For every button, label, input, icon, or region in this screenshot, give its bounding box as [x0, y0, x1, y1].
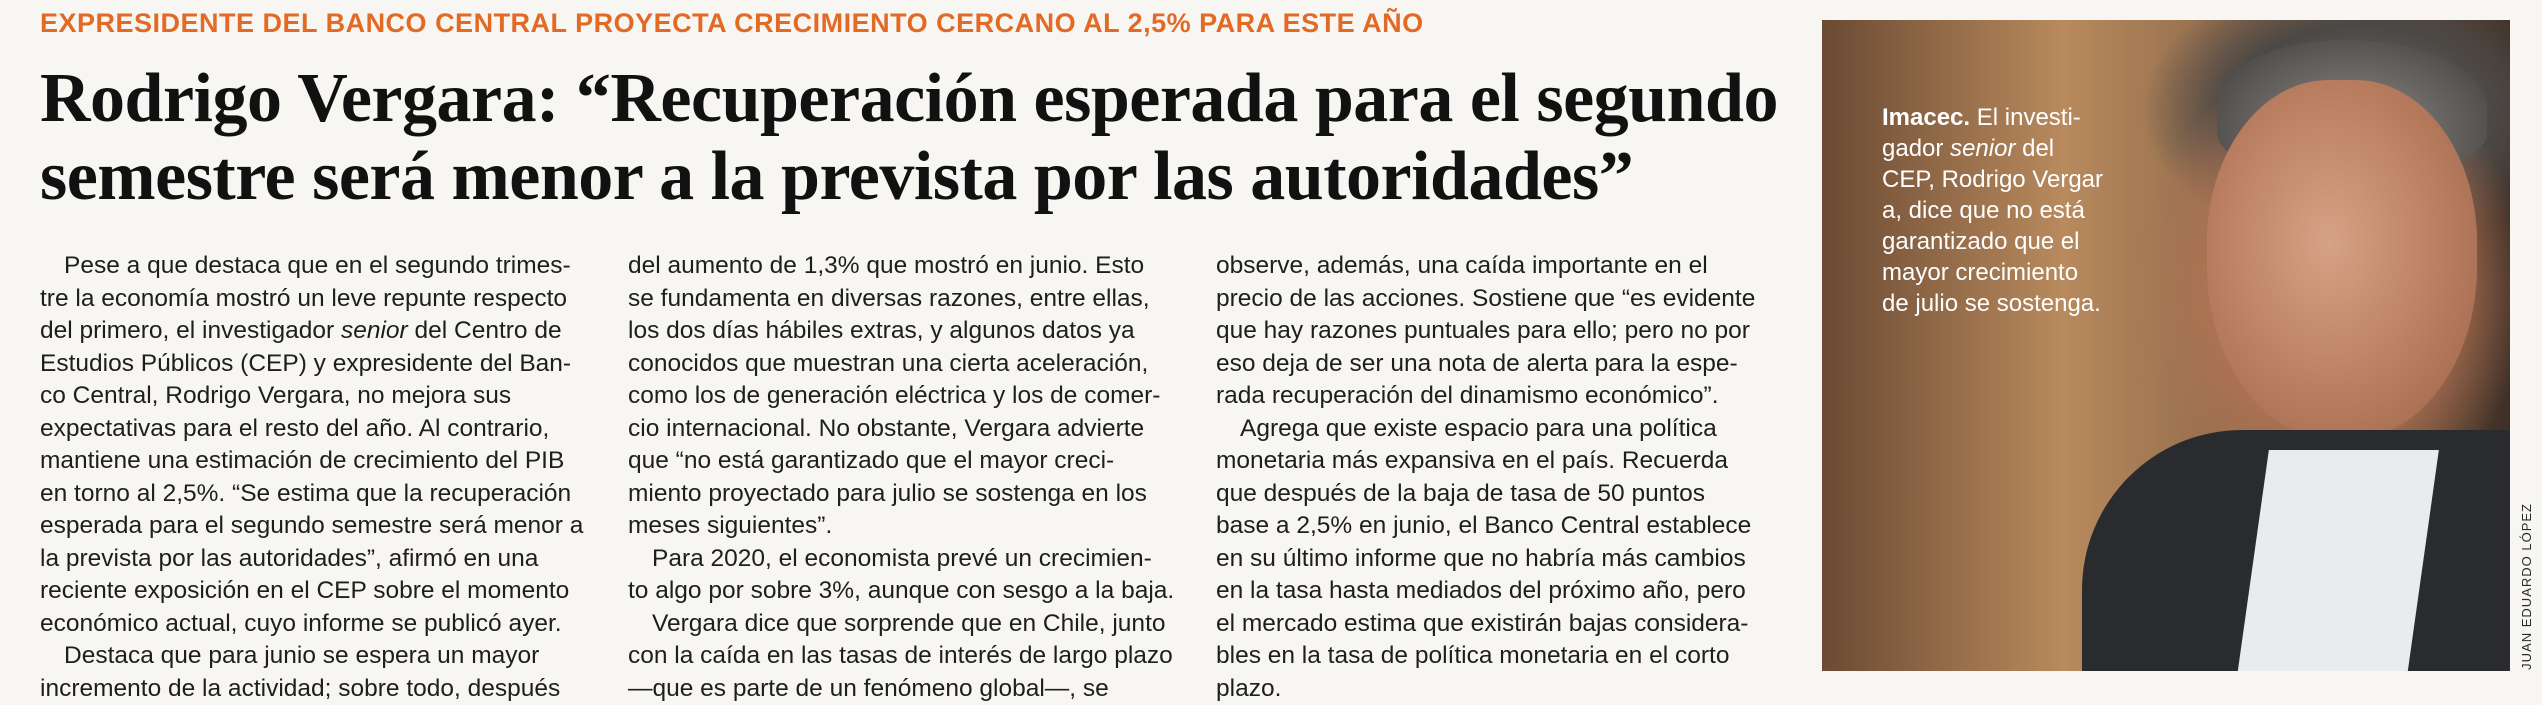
- body-line: reciente exposición en el CEP sobre el momento: [40, 575, 585, 608]
- body-line: se fundamenta en diversas razones, entre ellas,: [628, 283, 1173, 316]
- headline-line-1: Rodrigo Vergara: “Recuperación esperada para el segundo: [40, 60, 1820, 138]
- headline-line-2: semestre será menor a la prevista por las autoridades”: [40, 138, 1820, 216]
- body-line: Destaca que para junio se espera un mayor: [40, 640, 585, 673]
- body-line: rada recuperación del dinamismo económico”.: [1216, 380, 1761, 413]
- caption-line: [1882, 133, 2142, 164]
- body-line: Vergara dice que sorprende que en Chile, junto: [628, 608, 1173, 641]
- portrait-photo: [1822, 20, 2510, 671]
- body-line: precio de las acciones. Sostiene que “es evidente: [1216, 283, 1761, 316]
- body-line: esperada para el segundo semestre será menor a: [40, 510, 585, 543]
- body-text: del primero, el investigador: [40, 317, 334, 344]
- body-line: en torno al 2,5%. “Se estima que la recuperación: [40, 478, 585, 511]
- body-line: expectativas para el resto del año. Al contrario,: [40, 413, 585, 446]
- caption-line: a, dice que no está: [1882, 195, 2142, 226]
- article-kicker: EXPRESIDENTE DEL BANCO CENTRAL PROYECTA CRECIMIENTO CERCANO AL 2,5% PARA ESTE AÑO: [40, 8, 1424, 39]
- body-line: co Central, Rodrigo Vergara, no mejora sus: [40, 380, 585, 413]
- body-line: eso deja de ser una nota de alerta para la espe-: [1216, 348, 1761, 381]
- body-line: Agrega que existe espacio para una política: [1216, 413, 1761, 446]
- body-line: con la caída en las tasas de interés de largo plazo: [628, 640, 1173, 673]
- caption-text: del: [2022, 135, 2054, 162]
- caption-line: CEP, Rodrigo Vergar: [1882, 164, 2142, 195]
- body-italic: senior: [341, 317, 408, 344]
- body-line: base a 2,5% en junio, el Banco Central establece: [1216, 510, 1761, 543]
- article-headline: [40, 60, 1820, 216]
- body-line: los dos días hábiles extras, y algunos datos ya: [628, 315, 1173, 348]
- body-line: el mercado estima que existirán bajas considera-: [1216, 608, 1761, 641]
- body-line: en su último informe que no habría más cambios: [1216, 543, 1761, 576]
- caption-line: de julio se sostenga.: [1882, 288, 2142, 319]
- body-line: Pese a que destaca que en el segundo trimes-: [40, 250, 585, 283]
- caption-lead: Imacec.: [1882, 104, 1970, 131]
- body-line: del aumento de 1,3% que mostró en junio. Esto: [628, 250, 1173, 283]
- body-line: observe, además, una caída importante en el: [1216, 250, 1761, 283]
- body-line: la prevista por las autoridades”, afirmó en una: [40, 543, 585, 576]
- photo-face: [2207, 80, 2477, 440]
- caption-line: mayor crecimiento: [1882, 257, 2142, 288]
- body-column-1: [40, 250, 585, 705]
- body-line: bles en la tasa de política monetaria en el corto: [1216, 640, 1761, 673]
- body-line: Para 2020, el economista prevé un crecimien-: [628, 543, 1173, 576]
- caption-line: garantizado que el: [1882, 226, 2142, 257]
- photo-credit-area: [2512, 500, 2536, 670]
- body-line: económico actual, cuyo informe se publicó ayer.: [40, 608, 585, 641]
- body-line: —que es parte de un fenómeno global—, se: [628, 673, 1173, 705]
- body-line: miento proyectado para julio se sostenga en los: [628, 478, 1173, 511]
- body-line: conocidos que muestran una cierta aceleración,: [628, 348, 1173, 381]
- body-line: [40, 315, 585, 348]
- body-line: tre la economía mostró un leve repunte respecto: [40, 283, 585, 316]
- body-text: del Centro de: [415, 317, 562, 344]
- photo-credit: JUAN EDUARDO LÓPEZ: [2519, 503, 2534, 670]
- body-line: Estudios Públicos (CEP) y expresidente del Ban-: [40, 348, 585, 381]
- body-line: que después de la baja de tasa de 50 puntos: [1216, 478, 1761, 511]
- caption-text: gador: [1882, 135, 1943, 162]
- body-line: mantiene una estimación de crecimiento del PIB: [40, 445, 585, 478]
- body-line: monetaria más expansiva en el país. Recuerda: [1216, 445, 1761, 478]
- body-line: cio internacional. No obstante, Vergara advierte: [628, 413, 1173, 446]
- caption-italic: senior: [1950, 135, 2015, 162]
- caption-text: El investi-: [1977, 104, 2081, 131]
- body-column-2: [628, 250, 1173, 705]
- caption-line: [1882, 102, 2142, 133]
- body-line: to algo por sobre 3%, aunque con sesgo a la baja.: [628, 575, 1173, 608]
- photo-shirt: [2235, 450, 2439, 671]
- photo-caption: [1882, 102, 2142, 319]
- body-line: incremento de la actividad; sobre todo, después: [40, 673, 585, 705]
- body-line: meses siguientes”.: [628, 510, 1173, 543]
- body-line: como los de generación eléctrica y los de comer-: [628, 380, 1173, 413]
- body-line: que “no está garantizado que el mayor creci-: [628, 445, 1173, 478]
- body-column-3: [1216, 250, 1761, 705]
- body-line: que hay razones puntuales para ello; pero no por: [1216, 315, 1761, 348]
- body-line: plazo.: [1216, 673, 1761, 705]
- body-line: en la tasa hasta mediados del próximo año, pero: [1216, 575, 1761, 608]
